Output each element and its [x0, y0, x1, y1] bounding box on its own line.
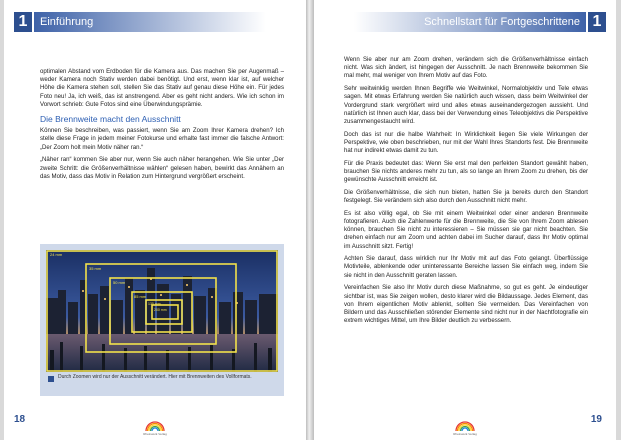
paragraph: Für die Praxis bedeutet das: Wenn Sie erst mal den perfekten Standort gewählt haben, brauchen Sie nichts anderes mehr zu tun, als so lange an Ihrem Zoom zu drehen, bis der gewünschte Ausschnitt erreicht ist.: [344, 159, 588, 184]
left-page: [4, 0, 306, 440]
frame-label: 24 mm: [50, 252, 63, 257]
frame-label: 200 mm: [154, 308, 167, 312]
chapter-title: Einführung: [34, 12, 266, 32]
rainbow-logo-icon: [454, 418, 476, 432]
section-heading: Die Brennweite macht den Ausschnitt: [40, 114, 181, 125]
paragraph: „Näher ran“ kommen Sie aber nur, wenn Sie auch näher herangehen. Wie Sie unter „Der zweite Schritt: die Größenverhältnisse wählen“ gelesen haben, bewirkt das Annähern an das Motiv, dass das Motiv in Relation zum Hintergrund vergrößert erscheint.: [40, 156, 284, 180]
paragraph: Doch das ist nur die halbe Wahrheit: In Wirklichkeit liegen Sie viele Wirkungen der Perspektive, wie oben beschrieben, nur mit der Wahl Ihres Standorts fest. Die Brennweite hat nur indirekt etwas damit zu tun.: [344, 130, 588, 155]
chapter-number-badge: 1: [588, 12, 606, 32]
page-number: 18: [14, 414, 26, 425]
paragraph: Wenn Sie aber nur am Zoom drehen, verändern sich die Größenverhältnisse einfach nicht. Was sich ändert, ist hingegen der Ausschnitt. Je nach Brennweite bekommen Sie mal mehr, mal weniger von Ihrem Motiv auf das Foto.: [344, 56, 588, 80]
paragraph: optimalen Abstand vom Erdboden für die Kamera aus. Das machen Sie per Augenmaß – weder Kamera noch Stativ werden dabei benötigt. Und erst, wenn klar ist, auf welcher Höhe die Kamera stehen soll, stellen Sie das Stativ auf genau diese Höhe ein. Für jedes Foto neu! Ja, ich weiß, das ist anstrengend. Aber es geht nicht anders. Wie ich schon im Vorwort schrieb: Gute Fotos sind eine Überwindungsprämie.: [40, 68, 284, 108]
paragraph: Es ist also völlig egal, ob Sie mit einem Weitwinkel oder einer anderen Brennweite fotografieren. Auch die Zahlenwerte für die Brennweite, die Sie von Ihrem Zoom ablesen können, brauchen Sie nicht zu interessieren – Sie müssen sie gar nicht beachten. Sie drehen einfach nur am Zoom und achten dabei im Sucher darauf, dass Ihr Motiv optimal im Ausschnitt sitzt. Fertig!: [344, 209, 588, 250]
chapter-number-badge: 1: [14, 12, 32, 32]
paragraph: Achten Sie darauf, dass wirklich nur Ihr Motiv mit auf das Foto gelangt. Überflüssige Motivteile, ablenkende oder uninteressante Bereiche lassen Sie einfach weg, indem Sie sie nicht in den Ausschnitt geraten lassen.: [344, 255, 588, 279]
frame-label: 50 mm: [113, 280, 126, 285]
paragraph: Sehr weitwinklig werden Ihnen Begriffe wie Weitwinkel, Normalobjektiv und Tele etwas sagen. Mit etwas Erfahrung werden Sie natürlich auch wissen, dass beim Weitwinkel der Vordergrund stark vergrößert wird und alles etwas auseinandergezogen aussieht. Und natürlich ist Ihnen auch klar, dass bei der Verwendung eines Teleobjektivs die Perspektive zusammengestaucht wird.: [344, 85, 588, 125]
logo-text: Rheinwerk Verlag: [453, 432, 477, 436]
figure-zoom-frames: [40, 244, 284, 396]
paragraph: Die Größenverhältnisse, die sich nun bieten, hatten Sie ja bereits durch den Standort festgelegt. Sie verändern sich also durch den Ausschnitt nicht mehr.: [344, 188, 588, 205]
figure-caption: Durch Zoomen wird nur der Ausschnitt verändert. Hier mit Brennweiten des Vollformats.: [58, 374, 252, 380]
paragraph: Vereinfachen Sie also Ihr Motiv durch diese Maßnahme, so gut es geht. Je eindeutiger sichtbar ist, was Sie zeigen wollen, desto klarer wird die Bildaussage. Jedes Element, das von Ihrem eigentlichen Motiv ablenkt, sollten Sie vermeiden. Das Vereinfachen von Bildern und das Ausschließen störender Elemente sind nicht nur in der Nachtfotografie ein extrem wichtiges Mittel, um Ihre Bilder deutlich zu verbessern.: [344, 284, 588, 325]
right-body-text: [344, 56, 588, 330]
logo-text: Rheinwerk Verlag: [143, 432, 167, 436]
chapter-title: Schnellstart für Fortgeschrittene: [354, 12, 586, 32]
left-body-text: [40, 68, 284, 185]
caption-marker: [48, 376, 54, 382]
page-number: 19: [590, 414, 602, 425]
right-page: [314, 0, 616, 440]
rainbow-logo-icon: [144, 418, 166, 432]
frame-label: 35 mm: [89, 266, 102, 271]
book-gutter: [306, 0, 314, 440]
frame-label: 85 mm: [134, 294, 147, 299]
paragraph: Können Sie beschreiben, was passiert, wenn Sie am Zoom Ihrer Kamera drehen? Ich stelle diese Frage in jedem meiner Fotokurse und erhalte fast immer die falsche Antwort: „Der Zoom holt mein Motiv näher ran.“: [40, 127, 284, 151]
frame-label: 135 mm: [148, 302, 161, 306]
